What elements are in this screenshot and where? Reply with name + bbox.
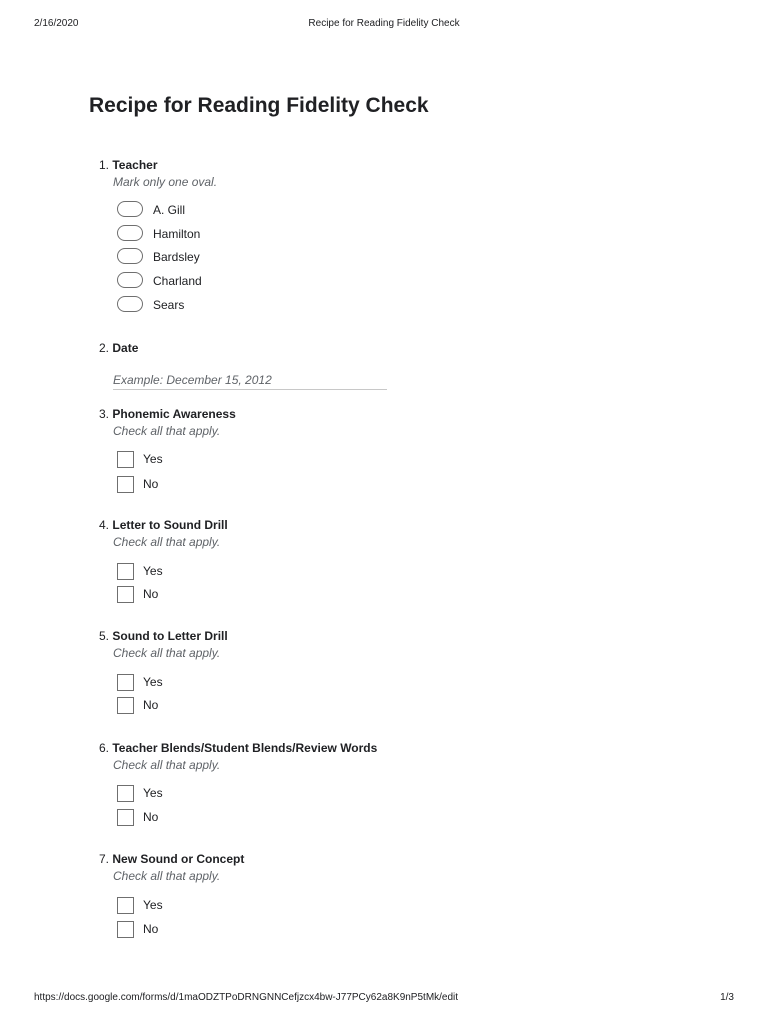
question-label: Teacher Blends/Student Blends/Review Words [112, 741, 378, 755]
question-teacher [99, 157, 519, 312]
question-number: 1. [99, 158, 110, 172]
question-label: Date [112, 341, 139, 355]
question-help: Check all that apply. [113, 535, 221, 549]
question-label: New Sound or Concept [112, 852, 245, 866]
option-label: No [143, 810, 159, 824]
question-number: 7. [99, 852, 110, 866]
option-label: Hamilton [153, 227, 201, 241]
print-date: 2/16/2020 [34, 18, 79, 29]
option-label: Sears [153, 298, 185, 312]
print-doc-title: Recipe for Reading Fidelity Check [308, 18, 460, 29]
checkbox[interactable] [117, 476, 134, 493]
option-label: Yes [143, 452, 163, 466]
option-label: Yes [143, 564, 163, 578]
option-label: No [143, 587, 159, 601]
option-label: Yes [143, 675, 163, 689]
question-number: 2. [99, 341, 110, 355]
checkbox[interactable] [117, 563, 134, 580]
radio-oval[interactable] [117, 296, 143, 312]
question-help: Check all that apply. [113, 424, 221, 438]
question-new-sound-or-concept [99, 851, 519, 936]
checkbox[interactable] [117, 897, 134, 914]
radio-oval[interactable] [117, 201, 143, 217]
question-label: Teacher [112, 158, 158, 172]
checkbox[interactable] [117, 674, 134, 691]
question-number: 5. [99, 629, 110, 643]
question-teacher-blends [99, 740, 519, 824]
question-label: Sound to Letter Drill [112, 629, 228, 643]
form-title: Recipe for Reading Fidelity Check [89, 94, 429, 117]
question-help: Check all that apply. [113, 758, 221, 772]
option-label: No [143, 922, 159, 936]
option-label: Charland [153, 274, 202, 288]
print-url: https://docs.google.com/forms/d/1maODZTPoDRNGNNCefjzcx4bw-J77PCy62a8K9nP5tMk/edit [34, 992, 459, 1003]
question-letter-to-sound-drill [99, 517, 519, 601]
question-sound-to-letter-drill [99, 628, 519, 712]
option-label: Yes [143, 898, 163, 912]
print-footer [0, 992, 768, 1006]
page-number: 1/3 [720, 992, 734, 1003]
option-label: A. Gill [153, 203, 186, 217]
question-help: Check all that apply. [113, 869, 221, 883]
radio-oval[interactable] [117, 248, 143, 264]
question-help: Check all that apply. [113, 646, 221, 660]
checkbox[interactable] [117, 451, 134, 468]
option-label: Bardsley [153, 250, 200, 264]
print-header [0, 18, 768, 32]
checkbox[interactable] [117, 586, 134, 603]
checkbox[interactable] [117, 785, 134, 802]
checkbox[interactable] [117, 697, 134, 714]
question-help: Mark only one oval. [113, 175, 218, 189]
question-date [99, 340, 519, 356]
radio-oval[interactable] [117, 225, 143, 241]
radio-oval[interactable] [117, 272, 143, 288]
question-label: Letter to Sound Drill [112, 518, 228, 532]
checkbox[interactable] [117, 809, 134, 826]
question-phonemic-awareness [99, 406, 519, 491]
checkbox[interactable] [117, 921, 134, 938]
option-label: Yes [143, 786, 163, 800]
question-number: 6. [99, 741, 110, 755]
date-input[interactable] [113, 371, 387, 390]
question-label: Phonemic Awareness [112, 407, 236, 421]
question-number: 3. [99, 407, 110, 421]
question-number: 4. [99, 518, 110, 532]
option-label: No [143, 477, 159, 491]
option-label: No [143, 698, 159, 712]
